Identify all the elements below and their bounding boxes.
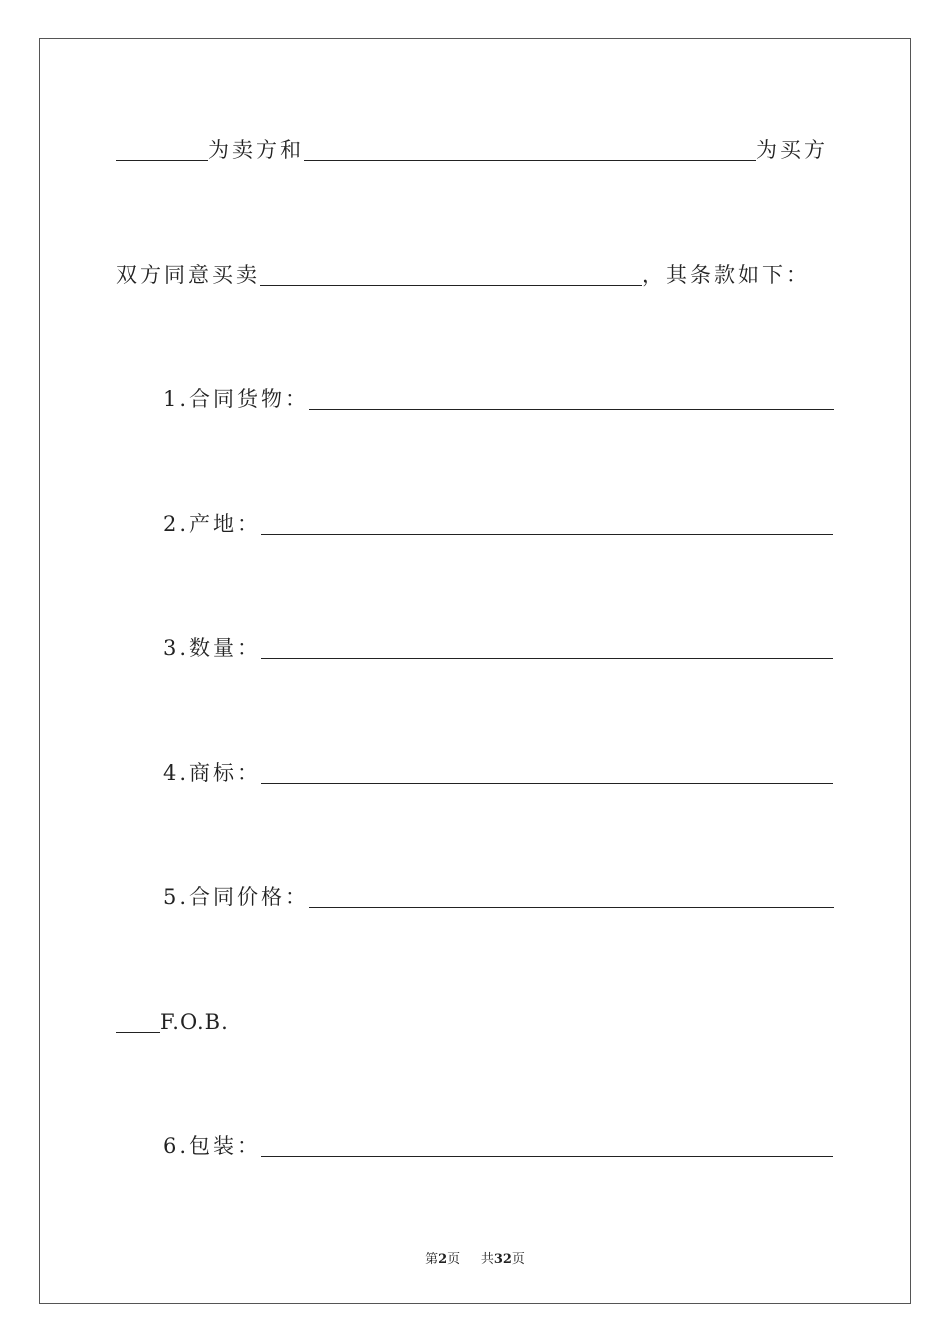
page-border [39, 38, 911, 1304]
fob-line [116, 1006, 229, 1036]
item-blank[interactable] [261, 761, 833, 784]
goods-blank[interactable] [260, 263, 642, 286]
item-label: 5.合同价格： [163, 885, 310, 909]
item-label: 2.产地： [163, 512, 262, 536]
seller-blank[interactable] [116, 138, 208, 161]
fob-label: F.O.B. [160, 1010, 229, 1034]
item-packing [163, 1130, 833, 1160]
item-label: 1.合同货物： [163, 387, 310, 411]
item-blank[interactable] [261, 1134, 833, 1157]
page-footer [0, 1248, 950, 1267]
item-label: 4.商标： [163, 761, 262, 785]
item-contract-price [163, 881, 834, 911]
page-number: 2 [438, 1252, 448, 1267]
buyer-blank[interactable] [304, 138, 756, 161]
goods-agreement-line [116, 259, 810, 289]
seller-suffix: 为卖方和 [208, 138, 304, 162]
item-blank[interactable] [261, 512, 833, 535]
item-trademark [163, 757, 833, 787]
item-origin [163, 508, 833, 538]
item-blank[interactable] [309, 885, 834, 908]
seller-buyer-line [116, 134, 828, 164]
item-blank[interactable] [309, 387, 834, 410]
total-suffix: 页 [511, 1252, 525, 1267]
item-blank[interactable] [261, 636, 833, 659]
total-prefix: 共 [480, 1252, 494, 1267]
item-label: 6.包装： [163, 1134, 262, 1158]
agreement-suffix: ，其条款如下： [642, 263, 810, 287]
buyer-suffix: 为买方 [756, 138, 828, 162]
fob-blank[interactable] [116, 1010, 160, 1033]
page-prefix: 第 [425, 1252, 439, 1267]
agreement-prefix: 双方同意买卖 [116, 263, 260, 287]
item-label: 3.数量： [163, 636, 262, 660]
item-contract-goods [163, 383, 834, 413]
total-pages: 32 [493, 1252, 512, 1267]
item-quantity [163, 632, 833, 662]
page-mid: 页 [447, 1252, 461, 1267]
